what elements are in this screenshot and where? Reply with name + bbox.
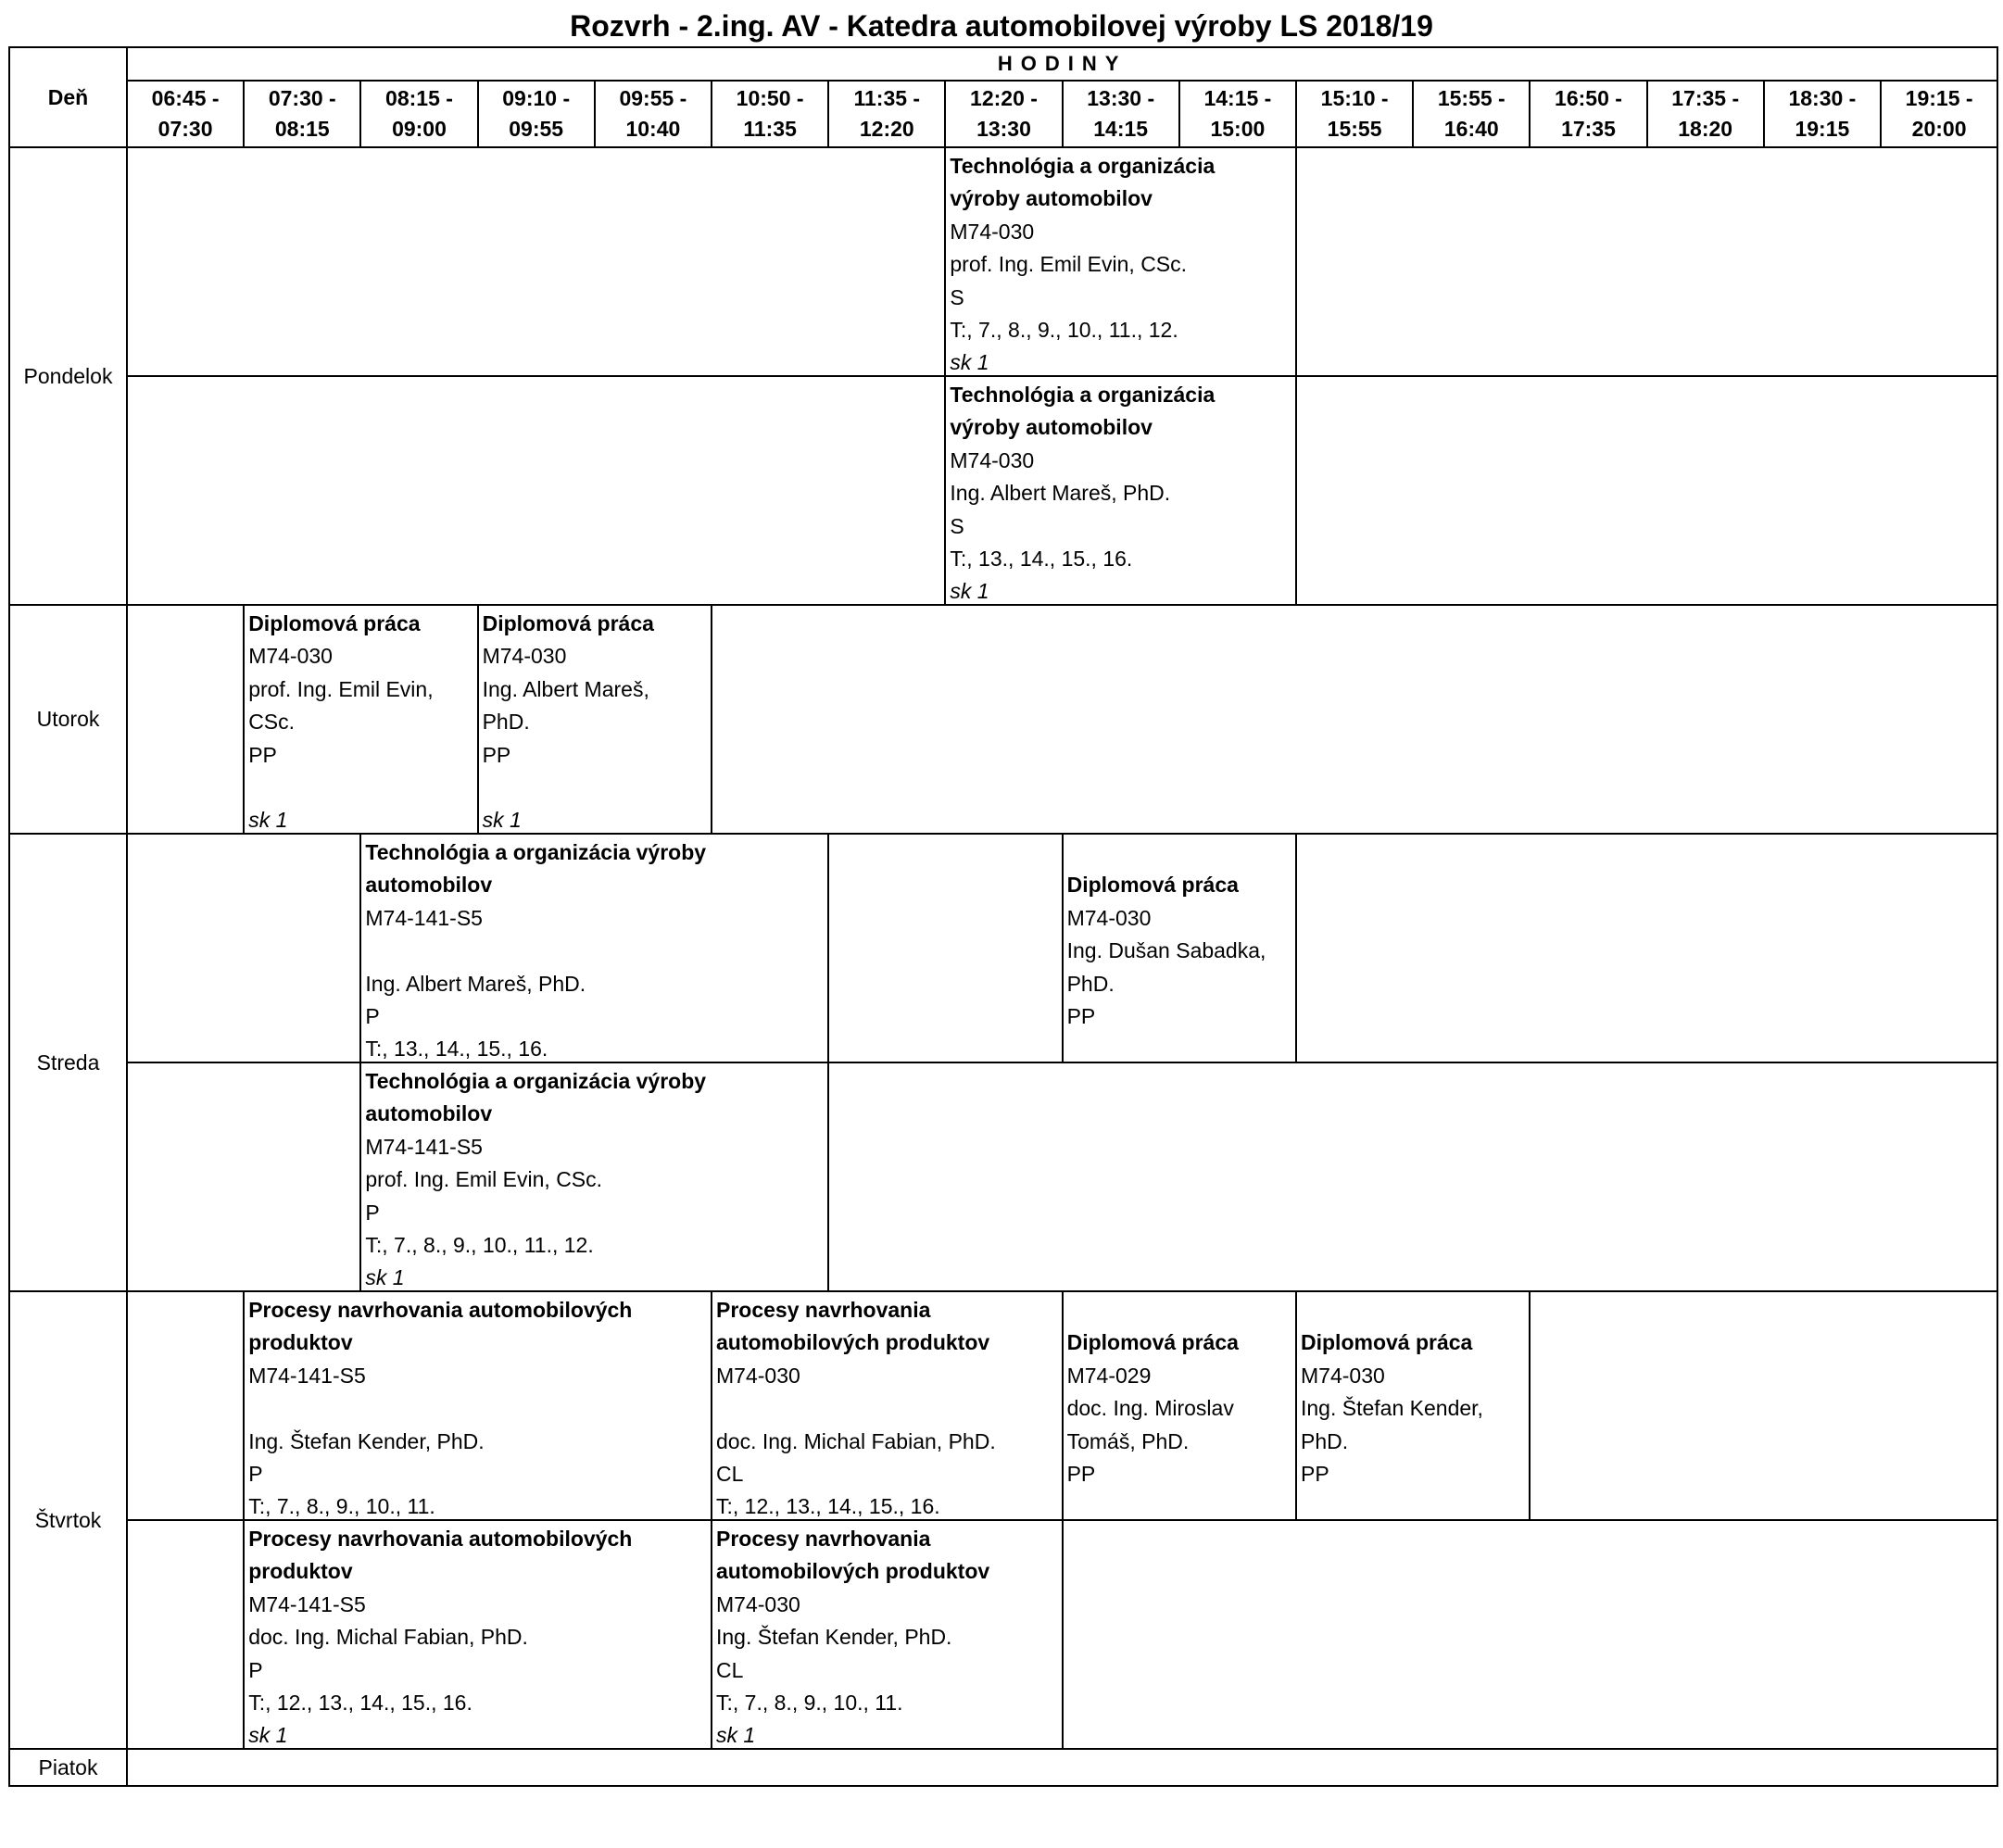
lesson-title: Diplomová práca <box>1066 1330 1239 1355</box>
lesson-line: M74-141-S5 <box>248 1591 366 1616</box>
time-slot-header <box>243 80 361 148</box>
time-slot-label: 13:30 - <box>1087 86 1155 110</box>
empty-slot <box>126 604 245 835</box>
lesson-group: sk 1 <box>950 579 989 604</box>
time-slot-label: 12:20 - <box>970 86 1038 110</box>
lesson-title: Procesy navrhovania automobilových <box>248 1527 633 1551</box>
page-title: Rozvrh - 2.ing. AV - Katedra automobilovej výroby LS 2018/19 <box>570 9 1433 43</box>
lesson-line: P <box>365 1004 380 1029</box>
lesson-block <box>1062 1290 1297 1521</box>
day-label: Utorok <box>8 604 128 835</box>
lesson-line <box>365 935 825 967</box>
time-slot-label: 20:00 <box>1911 117 1967 141</box>
time-slot-label: 06:45 - <box>151 86 220 110</box>
lesson-line: T:, 7., 8., 9., 10., 11., 12. <box>365 1233 594 1258</box>
lesson-title: Diplomová práca <box>482 611 654 635</box>
time-slot-label: 11:35 - <box>853 86 921 110</box>
empty-slot <box>827 833 1063 1063</box>
empty-slot <box>1529 1290 1998 1521</box>
lesson-title: Diplomová práca <box>1066 873 1239 898</box>
time-slot-header <box>1412 80 1531 148</box>
lesson-block <box>944 146 1297 377</box>
lesson-line: P <box>365 1200 380 1225</box>
lesson-title: Technológia a organizácia výroby <box>365 1069 707 1093</box>
lesson-line: S <box>950 513 964 538</box>
time-slot-label: 10:50 - <box>736 86 804 110</box>
empty-slot <box>827 1062 1998 1292</box>
lesson-line: M74-141-S5 <box>365 1134 483 1159</box>
lesson-block <box>243 604 478 835</box>
empty-slot <box>126 1062 361 1292</box>
lesson-title: automobilových produktov <box>716 1330 990 1355</box>
time-slot-label: 09:55 <box>509 117 564 141</box>
lesson-line: M74-030 <box>716 1591 800 1616</box>
lesson-block <box>243 1519 712 1750</box>
hours-header: HODINY <box>126 46 1998 82</box>
lesson-title: automobilov <box>365 1101 493 1126</box>
lesson-title: automobilových produktov <box>716 1559 990 1584</box>
lesson-title: Technológia a organizácia výroby <box>365 840 707 864</box>
empty-slot <box>126 833 361 1063</box>
lesson-line: Ing. Štefan Kender, PhD. <box>716 1625 952 1650</box>
day-label: Piatok <box>8 1748 128 1787</box>
lesson-line: doc. Ing. Michal Fabian, PhD. <box>248 1625 528 1650</box>
lesson-line: prof. Ing. Emil Evin, CSc. <box>365 1167 603 1192</box>
lesson-line <box>1301 1490 1526 1521</box>
time-slot-label: 14:15 - <box>1203 86 1272 110</box>
time-slot-label: 15:55 <box>1327 117 1382 141</box>
lesson-block <box>243 1290 712 1521</box>
time-slot-label: 09:00 <box>392 117 447 141</box>
lesson-line: Ing. Štefan Kender, <box>1301 1396 1483 1421</box>
lesson-block <box>711 1290 1064 1521</box>
lesson-line: M74-141-S5 <box>365 905 483 930</box>
time-slot-label: 07:30 - <box>268 86 336 110</box>
time-slot-label: 07:30 <box>157 117 213 141</box>
lesson-line: prof. Ing. Emil Evin, <box>248 676 434 701</box>
time-slot-header <box>126 80 245 148</box>
day-label: Pondelok <box>8 146 128 606</box>
lesson-block <box>1062 833 1297 1063</box>
time-slot-label: 08:15 <box>274 117 330 141</box>
lesson-title: automobilov <box>365 873 493 898</box>
lesson-line: PP <box>1066 1004 1096 1029</box>
lesson-line: doc. Ing. Miroslav <box>1066 1396 1234 1421</box>
lesson-title: produktov <box>248 1559 353 1584</box>
lesson-group: sk 1 <box>950 350 989 375</box>
lesson-line: M74-141-S5 <box>248 1363 366 1388</box>
lesson-line: T:, 7., 8., 9., 10., 11. <box>716 1691 903 1716</box>
lesson-title: Procesy navrhovania automobilových <box>248 1298 633 1322</box>
lesson-line: Ing. Dušan Sabadka, <box>1066 938 1266 963</box>
time-slot-label: 18:20 <box>1678 117 1733 141</box>
lesson-group: sk 1 <box>716 1723 756 1748</box>
time-slot-label: 12:20 <box>859 117 914 141</box>
time-slot-label: 09:10 - <box>502 86 571 110</box>
lesson-line: S <box>950 284 964 309</box>
lesson-title: výroby automobilov <box>950 186 1153 211</box>
time-slot-label: 16:40 <box>1443 117 1499 141</box>
lesson-title: Procesy navrhovania <box>716 1527 931 1551</box>
time-slot-header <box>1178 80 1297 148</box>
lesson-title: Diplomová práca <box>248 611 421 635</box>
lesson-line: T:, 7., 8., 9., 10., 11. <box>248 1494 435 1519</box>
day-label: Streda <box>8 833 128 1292</box>
time-slot-label: 19:15 <box>1795 117 1850 141</box>
time-slot-header <box>477 80 596 148</box>
time-slot-header <box>827 80 946 148</box>
lesson-line <box>1067 1294 1292 1326</box>
lesson-line <box>1067 1490 1292 1521</box>
time-slot-header <box>1880 80 1998 148</box>
time-slot-label: 17:35 <box>1561 117 1616 141</box>
lesson-line: Ing. Albert Mareš, PhD. <box>950 481 1171 506</box>
empty-day-row <box>126 1748 1998 1787</box>
time-slot-label: 15:10 - <box>1320 86 1389 110</box>
lesson-line: PP <box>1066 1462 1096 1487</box>
time-slot-header <box>1062 80 1180 148</box>
time-slot-label: 08:15 - <box>385 86 453 110</box>
time-slot-header <box>359 80 478 148</box>
time-slot-label: 16:50 - <box>1555 86 1622 110</box>
lesson-line: T:, 13., 14., 15., 16. <box>365 1037 548 1062</box>
lesson-line: CL <box>716 1657 744 1682</box>
lesson-line: PP <box>1301 1462 1329 1487</box>
time-slot-header <box>1529 80 1647 148</box>
day-column-label: Deň <box>47 84 89 109</box>
lesson-line <box>248 772 473 804</box>
time-slot-label: 15:55 - <box>1437 86 1505 110</box>
lesson-group: sk 1 <box>365 1265 405 1290</box>
lesson-line: M74-030 <box>1066 905 1152 930</box>
lesson-line <box>1067 1033 1292 1063</box>
lesson-block <box>711 1519 1064 1750</box>
lesson-line: P <box>248 1462 263 1487</box>
lesson-title: Diplomová práca <box>1301 1330 1473 1355</box>
lesson-line <box>716 1392 1059 1425</box>
time-slot-label: 19:15 - <box>1905 86 1973 110</box>
empty-slot <box>126 1519 245 1750</box>
lesson-line: doc. Ing. Michal Fabian, PhD. <box>716 1428 996 1453</box>
lesson-line: Ing. Albert Mareš, PhD. <box>365 971 586 996</box>
lesson-group: sk 1 <box>248 1723 288 1748</box>
lesson-line <box>1067 836 1292 869</box>
time-slot-label: 10:40 <box>625 117 681 141</box>
lesson-line: CL <box>716 1462 744 1487</box>
lesson-line: M74-030 <box>482 644 567 669</box>
time-slot-header <box>711 80 829 148</box>
lesson-title: výroby automobilov <box>950 415 1153 440</box>
lesson-line: M74-030 <box>1301 1363 1385 1388</box>
lesson-line: T:, 7., 8., 9., 10., 11., 12. <box>950 318 1178 343</box>
time-slot-header <box>1763 80 1882 148</box>
lesson-line: PP <box>248 742 277 767</box>
empty-slot <box>1295 833 1998 1063</box>
lesson-title: Technológia a organizácia <box>950 383 1216 407</box>
time-slot-label: 13:30 <box>976 117 1031 141</box>
lesson-line: PhD. <box>1301 1428 1349 1453</box>
lesson-line: T:, 12., 13., 14., 15., 16. <box>248 1691 472 1716</box>
time-slot-header <box>1646 80 1765 148</box>
lesson-line <box>1301 1294 1526 1326</box>
lesson-block <box>477 604 712 835</box>
lesson-line <box>483 772 708 804</box>
lesson-line: PhD. <box>1066 971 1115 996</box>
empty-slot <box>1295 375 1998 606</box>
time-slot-label: 09:55 - <box>619 86 687 110</box>
lesson-line: CSc. <box>248 710 296 735</box>
lesson-line: M74-030 <box>248 644 333 669</box>
empty-slot <box>1295 146 1998 377</box>
lesson-block <box>1295 1290 1531 1521</box>
lesson-line: Ing. Albert Mareš, <box>482 676 649 701</box>
time-slot-header <box>1295 80 1414 148</box>
lesson-line: M74-030 <box>950 447 1035 472</box>
lesson-line: M74-030 <box>716 1363 800 1388</box>
lesson-line: PP <box>482 742 511 767</box>
lesson-line <box>248 1392 708 1425</box>
time-slot-label: 11:35 <box>743 117 797 141</box>
empty-slot <box>126 146 946 377</box>
time-slot-header <box>594 80 712 148</box>
lesson-title: produktov <box>248 1330 353 1355</box>
time-slot-label: 15:00 <box>1210 117 1266 141</box>
lesson-group: sk 1 <box>482 808 522 833</box>
lesson-group: sk 1 <box>248 808 288 833</box>
empty-slot <box>711 604 1998 835</box>
time-slot-label: 17:35 - <box>1671 86 1740 110</box>
time-slot-label: 14:15 <box>1093 117 1149 141</box>
lesson-line: M74-029 <box>1066 1363 1152 1388</box>
empty-slot <box>1062 1519 1999 1750</box>
lesson-title: Procesy navrhovania <box>716 1298 931 1322</box>
lesson-line: Tomáš, PhD. <box>1066 1428 1190 1453</box>
lesson-line: Ing. Štefan Kender, PhD. <box>248 1428 485 1453</box>
lesson-block <box>359 1062 829 1292</box>
lesson-line: T:, 13., 14., 15., 16. <box>950 547 1133 572</box>
day-label: Štvrtok <box>8 1290 128 1750</box>
lesson-line: PhD. <box>482 710 530 735</box>
time-slot-header <box>944 80 1063 148</box>
timetable-grid <box>8 46 1998 1787</box>
lesson-block <box>944 375 1297 606</box>
lesson-line: prof. Ing. Emil Evin, CSc. <box>950 252 1188 277</box>
time-slot-label: 18:30 - <box>1788 86 1857 110</box>
lesson-line: M74-030 <box>950 219 1035 244</box>
lesson-line: P <box>248 1657 263 1682</box>
lesson-title: Technológia a organizácia <box>950 154 1216 178</box>
lesson-block <box>359 833 829 1063</box>
lesson-line: T:, 12., 13., 14., 15., 16. <box>716 1494 940 1519</box>
empty-slot <box>126 1290 245 1521</box>
empty-slot <box>126 375 946 606</box>
day-column-header <box>8 46 128 148</box>
